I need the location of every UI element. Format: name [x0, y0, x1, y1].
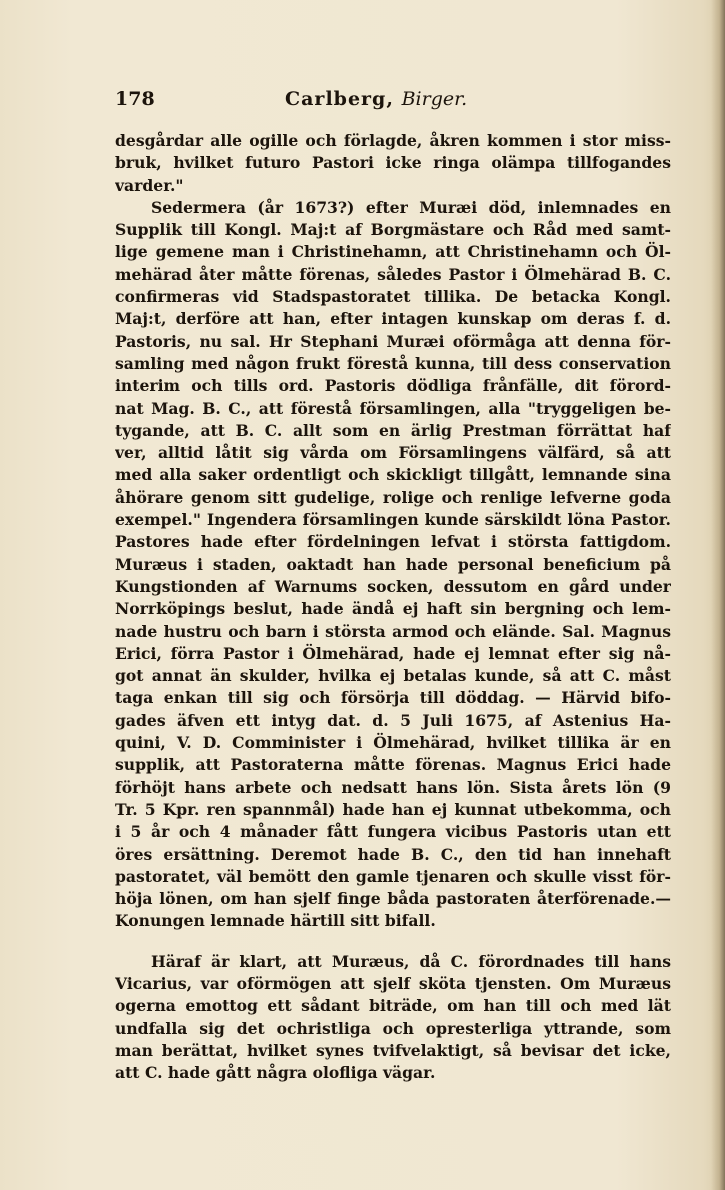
text-line: Pastoris, nu sal. Hr Stephani Muræi oförmåga att denna för-: [115, 331, 671, 351]
text-line: att C. hade gått några olofliga vägar.: [115, 1063, 436, 1083]
text-line: Sedermera (år 1673?) efter Muræi död, inlemnades en: [151, 197, 671, 217]
text-line: Konungen lemnade härtill sitt bifall.: [115, 911, 436, 931]
text-line: ogerna emottog ett sådant biträde, om han till och med lät: [115, 996, 671, 1016]
text-line: öres ersättning. Deremot hade B. C., den tid han innehaft: [115, 844, 671, 864]
text-line: quini, V. D. Comminister i Ölmehärad, hvilket tillika är en: [115, 733, 671, 753]
text-line: förhöjt hans arbete och nedsatt hans lön. Sista årets lön (9: [115, 777, 671, 797]
text-line: ver, alltid låtit sig vårda om Församlingens välfärd, så att: [115, 443, 671, 463]
paragraph: [115, 130, 671, 197]
text-line: desgårdar alle ogille och förlagde, åkren kommen i stor miss-: [115, 131, 671, 150]
text-line: lige gemene man i Christinehamn, att Christinehamn och Öl-: [115, 242, 671, 262]
text-line: Tr. 5 Kpr. ren spannmål) hade han ej kunnat utbekomma, och: [115, 799, 671, 819]
text-line: i 5 år och 4 månader fått fungera vicibus Pastoris utan ett: [115, 822, 671, 842]
paragraph: [115, 197, 671, 933]
text-line: med alla saker ordentligt och skickligt tillgått, lemnande sina: [115, 465, 671, 485]
text-line: man berättat, hvilket synes tvifvelaktigt, så bevisar det icke,: [115, 1040, 671, 1060]
text-line: taga enkan till sig och försörja till döddag. — Härvid bifo-: [115, 688, 671, 708]
text-line: Erici, förra Pastor i Ölmehärad, hade ej lemnat efter sig nå-: [115, 643, 671, 663]
running-head: [285, 88, 467, 110]
text-line: Supplik till Kongl. Maj:t af Borgmästare och Råd med samt-: [115, 220, 671, 240]
text-line: undfalla sig det ochristliga och opresterliga yttrande, som: [115, 1018, 671, 1038]
text-line: Maj:t, derföre att han, efter intagen kunskap om deras f. d.: [115, 309, 671, 329]
text-line: exempel." Ingendera församlingen kunde särskildt löna Pastor.: [115, 510, 671, 530]
text-line: nade hustru och barn i största armod och elände. Sal. Magnus: [115, 621, 671, 641]
running-head-surname: Carlberg,: [285, 88, 394, 110]
page-header: [115, 88, 635, 118]
text-line: bruk, hvilket futuro Pastori icke ringa olämpa tillfogandes: [115, 153, 671, 173]
text-line: Vicarius, var oförmögen att sjelf sköta tjensten. Om Muræus: [115, 973, 671, 993]
text-line: tygande, att B. C. allt som en ärlig Prestman förrättat haf: [115, 420, 671, 440]
text-line: Häraf är klart, att Muræus, då C. förordnades till hans: [151, 951, 671, 971]
text-line: Pastores hade efter fördelningen lefvat i största fattigdom.: [115, 532, 671, 552]
text-line: interim och tills ord. Pastoris dödliga frånfälle, dit förord-: [115, 376, 671, 396]
page-edge-shadow: [711, 0, 725, 1190]
text-line: confirmeras vid Stadspastoratet tillika. De betacka Kongl.: [115, 287, 671, 307]
text-line: gades äfven ett intyg dat. d. 5 Juli 1675, af Astenius Ha-: [115, 710, 671, 730]
text-line: höja lönen, om han sjelf finge båda pastoraten återförenade.—: [115, 889, 671, 909]
body-text: [115, 130, 671, 1084]
running-head-forename: Birger.: [401, 88, 468, 110]
text-line: pastoratet, väl bemött den gamle tjenaren och skulle visst för-: [115, 866, 671, 886]
text-line: Muræus i staden, oaktadt han hade personal beneficium på: [115, 554, 671, 574]
page-number: 178: [115, 88, 155, 110]
text-line: mehärad åter måtte förenas, således Pastor i Ölmehärad B. C.: [115, 264, 671, 284]
text-line: åhörare genom sitt gudelige, rolige och renlige lefverne goda: [115, 487, 671, 507]
paragraph-gap: [115, 933, 671, 951]
paragraph: [115, 951, 671, 1085]
text-line: Kungstionden af Warnums socken, dessutom en gård under: [115, 576, 671, 596]
text-line: nat Mag. B. C., att förestå församlingen, alla "tryggeligen be-: [115, 398, 671, 418]
text-line: samling med någon frukt förestå kunna, till dess conservation: [115, 353, 671, 373]
text-line: got annat än skulder, hvilka ej betalas kunde, så att C. måst: [115, 666, 671, 686]
text-line: varder.": [115, 175, 184, 195]
text-line: Norrköpings beslut, hade ändå ej haft sin bergning och lem-: [115, 599, 671, 619]
text-line: supplik, att Pastoraterna måtte förenas. Magnus Erici hade: [115, 755, 671, 775]
